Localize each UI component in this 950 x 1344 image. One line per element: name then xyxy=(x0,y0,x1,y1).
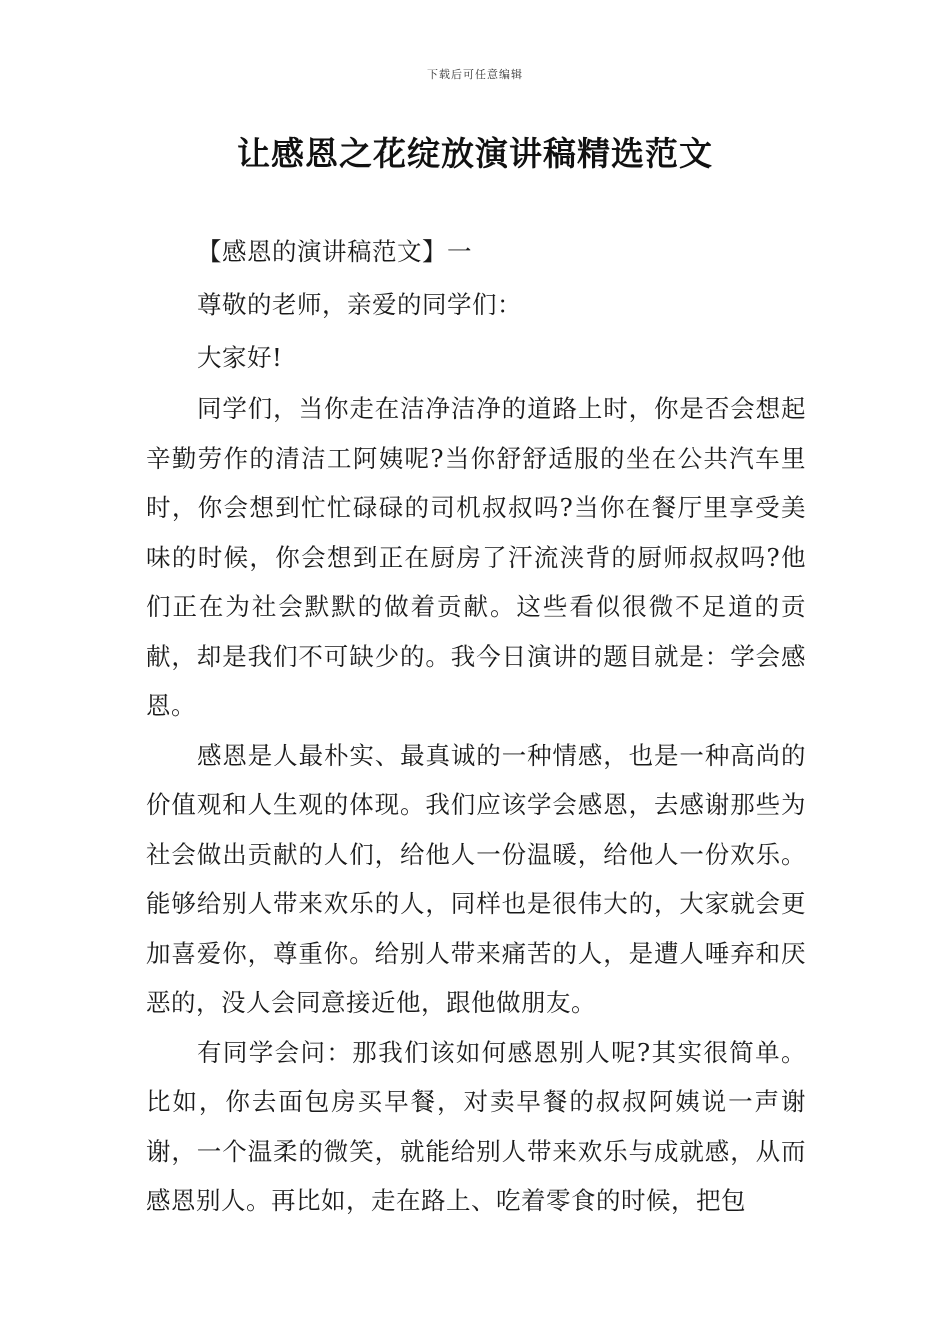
body-paragraph: 感恩是人最朴实、最真诚的一种情感，也是一种高尚的价值观和人生观的体现。我们应该学会感恩，去感谢那些为社会做出贡献的人们，给他人一份温暖，给他人一份欢乐。能够给别人带来欢乐的人，同样也是很伟大的，大家就会更加喜爱你，尊重你。给别人带来痛苦的人，是遭人唾弃和厌恶的，没人会同意接近他，跟他做朋友。 xyxy=(146,740,806,1017)
body-paragraph: 有同学会问：那我们该如何感恩别人呢?其实很简单。比如，你去面包房买早餐，对卖早餐的叔叔阿姨说一声谢谢，一个温柔的微笑，就能给别人带来欢乐与成就感，从而感恩别人。再比如，走在路上、吃着零食的时候，把包 xyxy=(146,1037,806,1215)
header-note: 下载后可任意编辑 xyxy=(427,68,523,81)
salutation: 尊敬的老师，亲爱的同学们： xyxy=(197,290,522,319)
document-title: 让感恩之花绽放演讲稿精选范文 xyxy=(237,134,713,173)
section-heading: 【感恩的演讲稿范文】一 xyxy=(197,237,472,266)
greeting: 大家好! xyxy=(197,343,283,372)
document-body xyxy=(146,225,806,1226)
body-paragraph: 同学们，当你走在洁净洁净的道路上时，你是否会想起辛勤劳作的清洁工阿姨呢?当你舒舒适服的坐在公共汽车里时，你会想到忙忙碌碌的司机叔叔吗?当你在餐厅里享受美味的时候，你会想到正在厨房了汗流浃背的厨师叔叔吗?他们正在为社会默默的做着贡献。这些看似很微不足道的贡献，却是我们不可缺少的。我今日演讲的题目就是：学会感恩。 xyxy=(146,394,806,720)
